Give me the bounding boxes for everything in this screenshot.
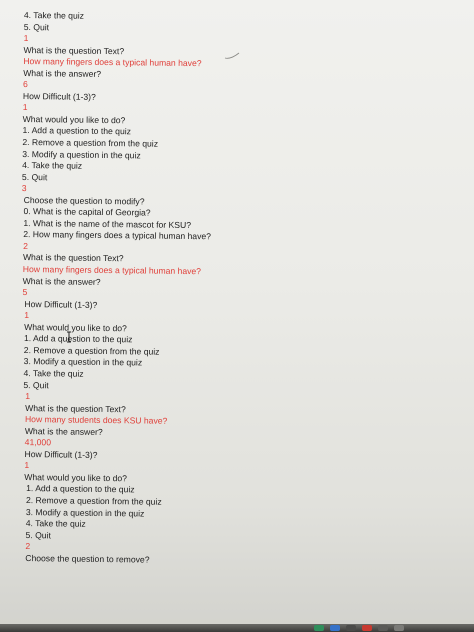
console-output-line: 3. Modify a question in the quiz xyxy=(25,506,145,519)
console-output-line: 5. Quit xyxy=(23,21,50,32)
console-output-line: What would you like to do? xyxy=(22,113,126,126)
console-input-line: 1 xyxy=(24,310,30,321)
console-input-line: 2 xyxy=(23,240,28,252)
console-output-line: 0. What is the capital of Georgia? xyxy=(23,206,151,218)
console-output-line: 4. Take the quiz xyxy=(22,160,83,171)
console-output-line: 1. Add a question to the quiz xyxy=(26,483,135,495)
console-input-line: 1 xyxy=(22,102,28,113)
console-output-line: 5. Quit xyxy=(23,379,49,390)
console-output-line: What is the answer? xyxy=(23,67,102,79)
console-input-line: 1 xyxy=(24,460,30,471)
console-output-line: What would you like to do? xyxy=(24,471,128,484)
console-input-line: 3 xyxy=(21,183,27,194)
console-output-line: Choose the question to remove? xyxy=(25,552,150,565)
console-output-line: 3. Modify a question in the quiz xyxy=(23,356,143,368)
console-output-line: 5. Quit xyxy=(25,529,51,540)
console-output-line: What is the answer? xyxy=(24,425,103,437)
taskbar xyxy=(0,624,474,632)
console-output-line: How Difficult (1-3)? xyxy=(22,90,96,102)
console-output-line: 1. Add a question to the quiz xyxy=(23,333,133,345)
console-output-line: 4. Take the quiz xyxy=(23,367,84,379)
pen-stroke-icon xyxy=(224,52,240,60)
console-output-line: What is the answer? xyxy=(22,275,101,287)
console-output xyxy=(17,10,464,570)
console-input-line: 5 xyxy=(22,287,28,298)
console-output-line: 3. Modify a question in the quiz xyxy=(22,148,141,160)
console-output-line: How Difficult (1-3)? xyxy=(24,448,98,460)
console-output-line: What is the question Text? xyxy=(23,44,125,56)
console-output-line: What would you like to do? xyxy=(24,321,127,334)
console-output-line: 2. Remove a question from the quiz xyxy=(25,495,162,507)
console-input-line: How many fingers does a typical human have? xyxy=(23,56,202,69)
console-input-line: How many fingers does a typical human have? xyxy=(22,264,202,277)
console-input-line: 1 xyxy=(23,33,29,44)
console-input-line: 1 xyxy=(25,391,31,402)
app-icon[interactable] xyxy=(346,625,356,631)
console-output-line: 4. Take the quiz xyxy=(25,518,86,529)
console-output-line: 5. Quit xyxy=(21,171,48,182)
console-output-line: 1. Add a question to the quiz xyxy=(22,125,132,137)
app-icon[interactable] xyxy=(314,625,324,631)
console-output-line: 2. How many fingers does a typical human have? xyxy=(23,229,212,242)
console-output-line: Choose the question to modify? xyxy=(23,194,145,207)
console-output-line: 1. What is the name of the mascot for KSU? xyxy=(23,217,192,230)
app-icon[interactable] xyxy=(362,625,372,631)
i-beam-cursor-icon xyxy=(66,331,72,343)
app-icon[interactable] xyxy=(330,625,340,631)
console-output-line: What is the question Text? xyxy=(22,252,124,264)
app-icon[interactable] xyxy=(394,625,404,631)
console-output-line: 2. Remove a question from the quiz xyxy=(23,344,160,357)
console-output-line: 2. Remove a question from the quiz xyxy=(22,137,159,149)
app-icon[interactable] xyxy=(378,625,388,631)
console-output-line: How Difficult (1-3)? xyxy=(24,298,98,310)
console-input-line: 2 xyxy=(25,541,31,552)
console-output-line: 4. Take the quiz xyxy=(23,10,85,21)
console-output-line: What is the question Text? xyxy=(25,402,126,414)
console-input-line: 41,000 xyxy=(24,437,52,448)
console-input-line: 6 xyxy=(23,79,28,90)
console-input-line: How many students does KSU have? xyxy=(24,414,168,426)
